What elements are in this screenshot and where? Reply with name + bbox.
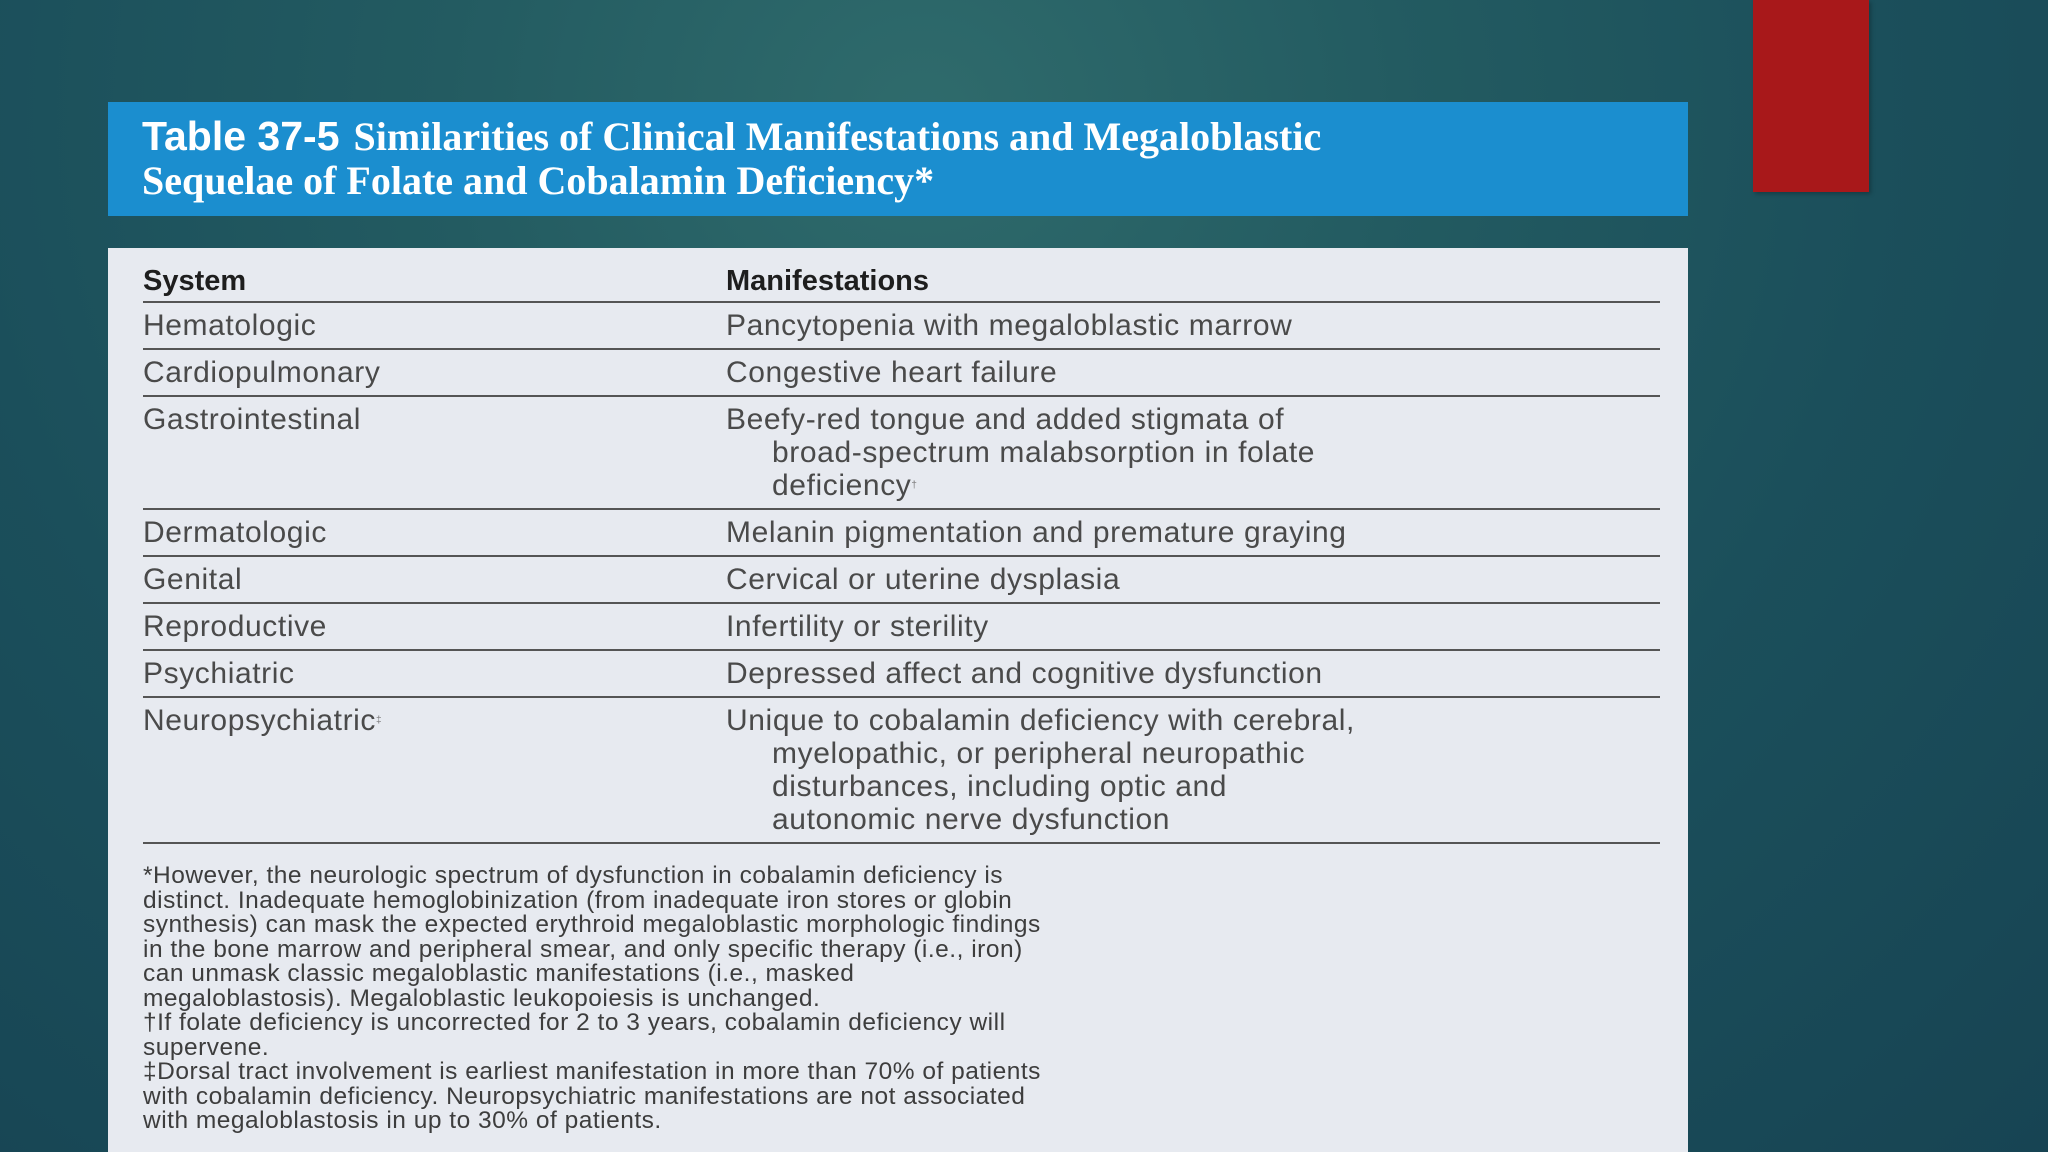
manifestation-cell: Infertility or sterility xyxy=(726,610,989,643)
manifestation-cell: Beefy-red tongue and added stigmata of broad-spectrum malabsorption in folate deficiency† xyxy=(726,403,1660,502)
system-cell: Neuropsychiatric‡ xyxy=(143,704,383,737)
footnote-line: megaloblastosis). Megaloblastic leukopoiesis is unchanged. xyxy=(143,984,821,1012)
manifestation-continuation: autonomic nerve dysfunction xyxy=(772,803,1171,836)
footnote-line: supervene. xyxy=(143,1033,270,1061)
manifestation-cell: Melanin pigmentation and premature graying xyxy=(726,516,1347,549)
manifestation-cell: Congestive heart failure xyxy=(726,356,1058,389)
manifestation-continuation: myelopathic, or peripheral neuropathic xyxy=(772,737,1306,770)
system-cell: Cardiopulmonary xyxy=(143,356,381,389)
table-row xyxy=(143,651,1660,698)
system-cell: Dermatologic xyxy=(143,516,327,549)
footnote-line: *However, the neurologic spectrum of dysfunction in cobalamin deficiency is xyxy=(143,862,1004,889)
manifestation-cell: Pancytopenia with megaloblastic marrow xyxy=(726,309,1293,342)
footnote-mark: ‡ xyxy=(376,715,383,726)
table-row xyxy=(143,350,1660,397)
footnote-line: synthesis) can mask the expected erythroid megaloblastic morphologic findings xyxy=(143,911,1041,938)
table-row xyxy=(143,510,1660,557)
table-title-line-1: Table 37-5 Similarities of Clinical Manifestations and Megaloblastic xyxy=(142,113,1322,159)
table-number: Table 37-5 xyxy=(142,113,340,159)
footnote-line: †If folate deficiency is uncorrected for 2 to 3 years, cobalamin deficiency will xyxy=(143,1009,1006,1036)
table-title-line-2: Sequelae of Folate and Cobalamin Deficiency* xyxy=(142,158,935,203)
table-body xyxy=(108,248,1688,1152)
column-header-system: System xyxy=(143,265,247,297)
footnote-line: can unmask classic megaloblastic manifestations (i.e., masked xyxy=(143,960,855,987)
table-footnotes xyxy=(143,864,1663,1134)
system-cell: Reproductive xyxy=(143,610,327,643)
footnote-line: with megaloblastosis in up to 30% of patients. xyxy=(143,1107,662,1134)
table-rows xyxy=(143,303,1660,844)
system-cell: Psychiatric xyxy=(143,657,295,690)
table-row xyxy=(143,698,1660,844)
footnote-line: ‡Dorsal tract involvement is earliest manifestation in more than 70% of patients xyxy=(143,1058,1041,1085)
table-row xyxy=(143,557,1660,604)
system-cell: Genital xyxy=(143,563,243,596)
footnote-line: in the bone marrow and peripheral smear, and only specific therapy (i.e., iron) xyxy=(143,935,1023,963)
manifestation-continuation: disturbances, including optic and xyxy=(772,770,1228,803)
table-row xyxy=(143,604,1660,651)
footnote-line: with cobalamin deficiency. Neuropsychiatric manifestations are not associated xyxy=(143,1082,1026,1110)
table-column-headers xyxy=(143,262,1660,303)
manifestation-cell: Unique to cobalamin deficiency with cerebral, myelopathic, or peripheral neuropathic disturbances, including optic and autonomic nerve dysfunction xyxy=(726,704,1660,836)
manifestation-continuation: broad-spectrum malabsorption in folate xyxy=(772,436,1316,469)
red-accent-block xyxy=(1753,0,1869,192)
column-header-manifestations: Manifestations xyxy=(726,265,930,297)
footnote-mark: † xyxy=(911,480,918,491)
manifestation-cell: Depressed affect and cognitive dysfunction xyxy=(726,657,1323,690)
manifestation-continuation: deficiency† xyxy=(772,469,918,502)
table-title-bar xyxy=(108,102,1688,216)
table-row xyxy=(143,397,1660,510)
system-cell: Hematologic xyxy=(143,309,317,342)
footnote-line: distinct. Inadequate hemoglobinization (from inadequate iron stores or globin xyxy=(143,886,1013,914)
manifestation-cell: Cervical or uterine dysplasia xyxy=(726,563,1121,596)
system-cell: Gastrointestinal xyxy=(143,403,362,436)
table-row xyxy=(143,303,1660,350)
